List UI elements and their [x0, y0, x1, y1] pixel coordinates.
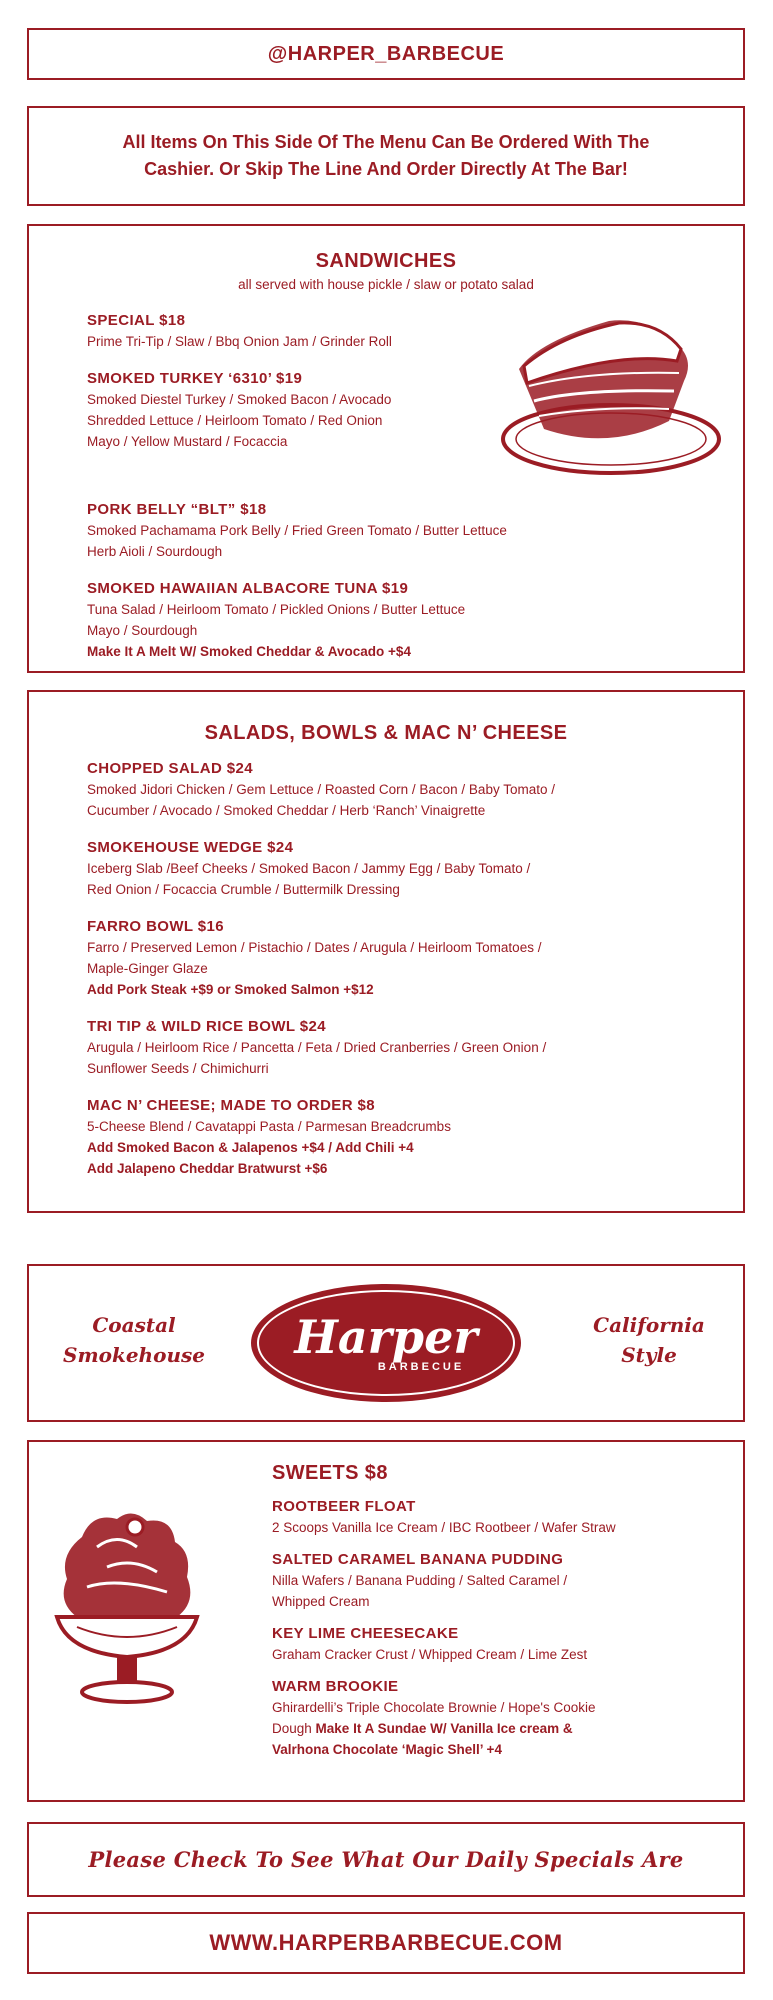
- website-link[interactable]: WWW.HARPERBARBECUE.COM: [209, 1930, 563, 1955]
- menu-item: [87, 369, 493, 452]
- harper-barbecue-logo: [251, 1284, 521, 1402]
- sandwiches-section: [27, 224, 745, 673]
- menu-item: [87, 579, 723, 662]
- item-addon: Add Pork Steak +$9 or Smoked Salmon +$12: [87, 982, 374, 997]
- item-name: TRI TIP & WILD RICE BOWL $24: [87, 1018, 326, 1035]
- sweets-list: [272, 1480, 723, 1760]
- item-description: Cucumber / Avocado / Smoked Cheddar / Herb ‘Ranch’ Vinaigrette: [87, 803, 486, 818]
- menu-item: [87, 917, 723, 1000]
- item-name: SALTED CARAMEL BANANA PUDDING: [272, 1551, 564, 1568]
- item-addon: Add Smoked Bacon & Jalapenos +$4 / Add Chili +4: [87, 1140, 414, 1155]
- salads-list: [87, 742, 723, 1179]
- salads-title: SALADS, BOWLS & MAC N’ CHEESE: [204, 722, 568, 744]
- item-description: Iceberg Slab /Beef Cheeks / Smoked Bacon / Jammy Egg / Baby Tomato /: [87, 861, 531, 876]
- item-name: MAC N’ CHEESE; MADE TO ORDER $8: [87, 1097, 375, 1114]
- sandwiches-subtitle: all served with house pickle / slaw or potato salad: [238, 277, 534, 292]
- instagram-handle: @HARPER_BARBECUE: [267, 42, 505, 65]
- menu-item: [272, 1677, 723, 1760]
- menu-item: [87, 1096, 723, 1179]
- coastal-smokehouse-text: [54, 1310, 214, 1370]
- menu-item: [87, 311, 493, 352]
- brand-logo-section: [27, 1264, 745, 1422]
- item-addon: Add Jalapeno Cheddar Bratwurst +$6: [87, 1161, 328, 1176]
- item-description: Smoked Jidori Chicken / Gem Lettuce / Roasted Corn / Bacon / Baby Tomato /: [87, 782, 555, 797]
- item-description: Ghirardelli’s Triple Chocolate Brownie / Hope's Cookie: [272, 1700, 596, 1715]
- ordering-notice-line-1: All Items On This Side Of The Menu Can Be Ordered With The: [122, 132, 650, 152]
- item-name: PORK BELLY “BLT” $18: [87, 501, 267, 518]
- item-name: SMOKED HAWAIIAN ALBACORE TUNA $19: [87, 580, 409, 597]
- logo-brand-sub: BARBECUE: [377, 1361, 465, 1373]
- item-description: Maple-Ginger Glaze: [87, 961, 208, 976]
- ordering-notice-line-2: Cashier. Or Skip The Line And Order Directly At The Bar!: [144, 159, 628, 179]
- sandwiches-title: SANDWICHES: [315, 250, 457, 272]
- item-description: Shredded Lettuce / Heirloom Tomato / Red Onion: [87, 413, 383, 428]
- item-name: CHOPPED SALAD $24: [87, 760, 254, 777]
- item-description: Mayo / Sourdough: [87, 623, 198, 638]
- item-description: Dough: [272, 1721, 316, 1736]
- instagram-handle-box: [27, 28, 745, 80]
- item-description: Arugula / Heirloom Rice / Pancetta / Feta / Dried Cranberries / Green Onion /: [87, 1040, 547, 1055]
- tagline-right-line-1: California: [593, 1313, 705, 1337]
- tagline-left-line-1: Coastal: [92, 1313, 176, 1337]
- item-description: Sunflower Seeds / Chimichurri: [87, 1061, 269, 1076]
- sandwiches-list: [87, 294, 493, 452]
- item-addon: Make It A Melt W/ Smoked Cheddar & Avocado +$4: [87, 644, 411, 659]
- menu-item: [272, 1497, 723, 1538]
- item-name: KEY LIME CHEESECAKE: [272, 1625, 459, 1642]
- item-name: WARM BROOKIE: [272, 1678, 399, 1695]
- item-description-mixed: [272, 1718, 723, 1739]
- item-description: Prime Tri-Tip / Slaw / Bbq Onion Jam / Grinder Roll: [87, 334, 392, 349]
- item-addon: Make It A Sundae W/ Vanilla Ice cream &: [315, 1721, 573, 1736]
- item-description: Whipped Cream: [272, 1594, 370, 1609]
- menu-item: [272, 1550, 723, 1612]
- item-description: Mayo / Yellow Mustard / Focaccia: [87, 434, 288, 449]
- website-box: [27, 1912, 745, 1974]
- menu-item: [87, 759, 723, 821]
- item-name: SPECIAL $18: [87, 312, 186, 329]
- ordering-notice-box: [27, 106, 745, 206]
- daily-specials-text: Please Check To See What Our Daily Specials Are: [88, 1847, 684, 1872]
- sandwich-illustration: [499, 311, 724, 481]
- item-description: Smoked Pachamama Pork Belly / Fried Green Tomato / Butter Lettuce: [87, 523, 507, 538]
- item-description: Tuna Salad / Heirloom Tomato / Pickled Onions / Butter Lettuce: [87, 602, 466, 617]
- sundae-illustration: [47, 1507, 207, 1707]
- sandwiches-list-lower: [87, 483, 723, 662]
- menu-item: [87, 500, 723, 562]
- item-description: Graham Cracker Crust / Whipped Cream / Lime Zest: [272, 1647, 588, 1662]
- item-description: Herb Aioli / Sourdough: [87, 544, 223, 559]
- menu-item: [272, 1624, 723, 1665]
- daily-specials-box: [27, 1822, 745, 1897]
- logo-brand-name: Harper: [294, 1310, 478, 1364]
- sweets-title: SWEETS $8: [272, 1462, 388, 1484]
- menu-item: [87, 1017, 723, 1079]
- tagline-right-line-2: Style: [621, 1343, 677, 1367]
- item-description: Nilla Wafers / Banana Pudding / Salted Caramel /: [272, 1573, 568, 1588]
- item-description: Smoked Diestel Turkey / Smoked Bacon / Avocado: [87, 392, 392, 407]
- sweets-section: [27, 1440, 745, 1802]
- item-description: 5-Cheese Blend / Cavatappi Pasta / Parmesan Breadcrumbs: [87, 1119, 451, 1134]
- salads-section: [27, 690, 745, 1213]
- tagline-left-line-2: Smokehouse: [63, 1343, 205, 1367]
- item-name: ROOTBEER FLOAT: [272, 1498, 416, 1515]
- item-name: SMOKED TURKEY ‘6310’ $19: [87, 370, 303, 387]
- item-name: FARRO BOWL $16: [87, 918, 225, 935]
- menu-item: [87, 838, 723, 900]
- item-description: Farro / Preserved Lemon / Pistachio / Dates / Arugula / Heirloom Tomatoes /: [87, 940, 542, 955]
- item-description: Red Onion / Focaccia Crumble / Buttermilk Dressing: [87, 882, 400, 897]
- california-style-text: [569, 1310, 729, 1370]
- item-name: SMOKEHOUSE WEDGE $24: [87, 839, 294, 856]
- item-addon: Valrhona Chocolate ‘Magic Shell’ +4: [272, 1742, 502, 1757]
- item-description: 2 Scoops Vanilla Ice Cream / IBC Rootbeer / Wafer Straw: [272, 1520, 616, 1535]
